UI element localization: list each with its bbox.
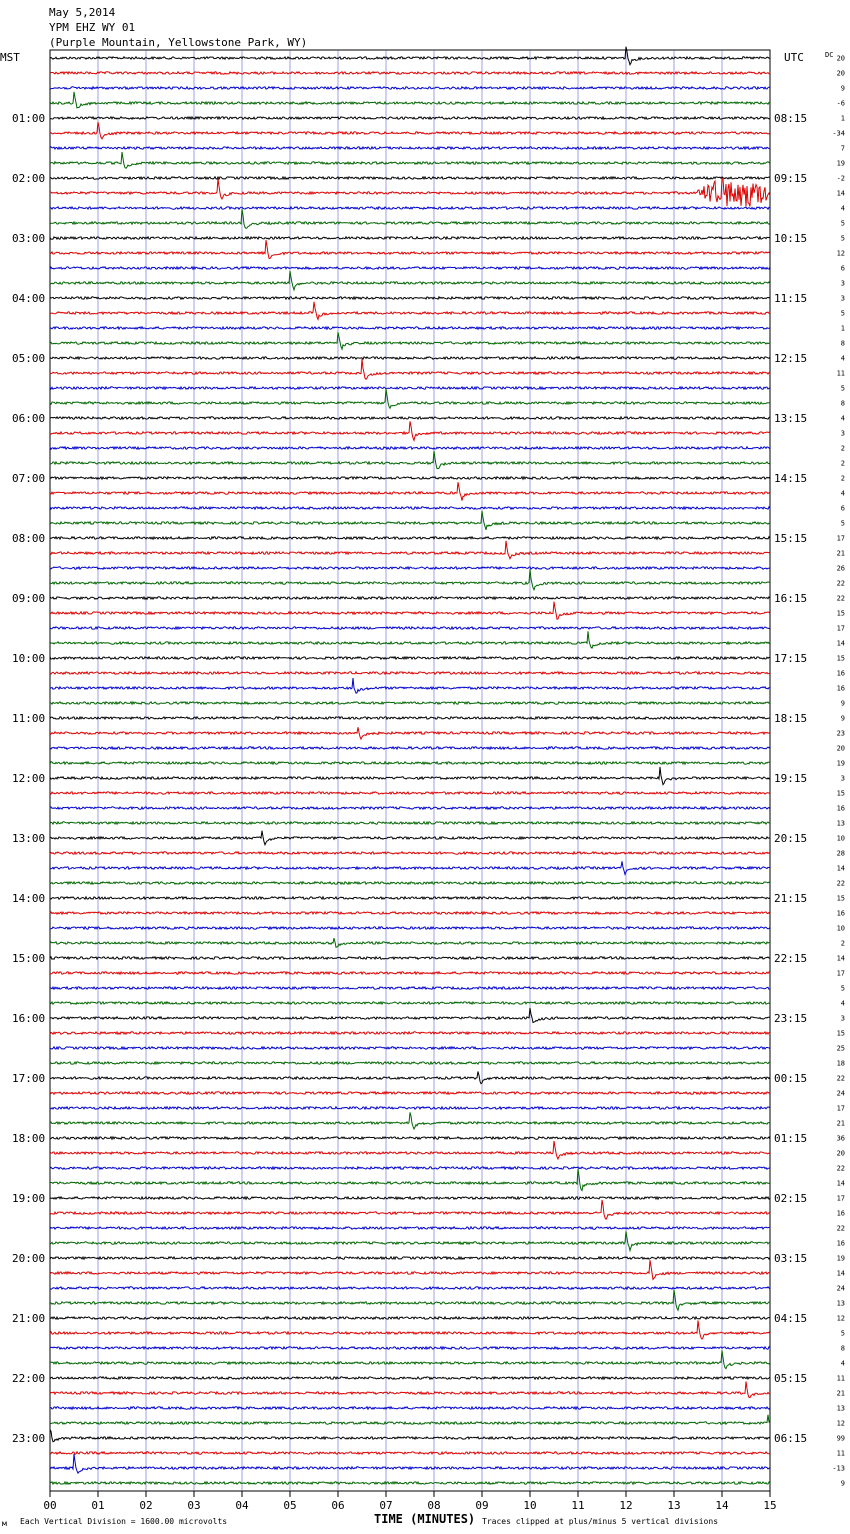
dc-offset-label: 3 xyxy=(840,429,845,438)
dc-offset-label: 1 xyxy=(840,114,845,123)
trace-row xyxy=(50,1197,770,1199)
dc-offset-label: 22 xyxy=(836,579,845,588)
left-hour-label: 11:00 xyxy=(12,712,46,725)
trace-row xyxy=(50,912,770,914)
trace-row xyxy=(50,597,770,599)
left-hour-label: 16:00 xyxy=(12,1012,46,1025)
dc-offset-label: 11 xyxy=(836,1449,845,1458)
x-tick-label: 06 xyxy=(331,1499,345,1512)
right-hour-label: 04:15 xyxy=(774,1312,808,1325)
dc-offset-label: 36 xyxy=(836,1134,845,1143)
trace-row xyxy=(50,511,770,530)
station-label: YPM EHZ WY 01 xyxy=(49,21,136,34)
dc-offset-label: 15 xyxy=(836,789,845,798)
dc-offset-label: -34 xyxy=(832,129,845,138)
dc-offset-label: 8 xyxy=(840,399,845,408)
dc-offset-labels xyxy=(832,55,845,1488)
right-hour-label: 21:15 xyxy=(774,892,808,905)
trace-row xyxy=(50,207,770,209)
dc-offset-label: 3 xyxy=(840,294,845,303)
trace-row xyxy=(50,957,770,959)
dc-offset-label: 4 xyxy=(840,999,845,1008)
trace-row xyxy=(50,702,770,704)
x-tick-label: 12 xyxy=(619,1499,633,1512)
dc-offset-label: 9 xyxy=(840,1479,845,1488)
trace-row xyxy=(50,1260,770,1279)
dc-offset-label: 14 xyxy=(836,1179,845,1188)
dc-offset-label: 20 xyxy=(836,54,845,63)
dc-offset-label: -2 xyxy=(836,174,845,183)
dc-offset-label: 12 xyxy=(836,249,845,258)
dc-offset-label: 16 xyxy=(836,1239,845,1248)
dc-offset-label: 14 xyxy=(836,189,845,198)
trace-row xyxy=(50,1200,770,1219)
left-hour-label: 15:00 xyxy=(12,952,46,965)
trace-row xyxy=(50,1382,770,1398)
trace-row xyxy=(50,717,770,719)
x-tick-label: 13 xyxy=(667,1499,681,1512)
trace-row xyxy=(50,882,770,884)
trace-group xyxy=(50,47,770,1485)
dc-offset-label: 15 xyxy=(836,1029,845,1038)
dc-offset-label: 22 xyxy=(836,879,845,888)
trace-row xyxy=(50,1008,770,1023)
trace-row xyxy=(50,357,770,359)
dc-offset-label: 17 xyxy=(836,534,845,543)
left-hour-label: 23:00 xyxy=(12,1432,46,1445)
dc-offset-label: 5 xyxy=(840,309,845,318)
dc-offset-label: 11 xyxy=(836,1374,845,1383)
dc-offset-label: 4 xyxy=(840,489,845,498)
right-hour-label: 05:15 xyxy=(774,1372,808,1385)
dc-offset-label: 3 xyxy=(840,279,845,288)
x-tick-label: 07 xyxy=(379,1499,393,1512)
trace-row xyxy=(50,1231,770,1250)
dc-offset-label: 4 xyxy=(840,354,845,363)
trace-row xyxy=(50,87,770,89)
right-hour-label: 10:15 xyxy=(774,232,808,245)
x-axis xyxy=(43,1491,776,1512)
trace-row xyxy=(50,747,770,749)
dc-offset-label: 17 xyxy=(836,624,845,633)
left-hour-label: 21:00 xyxy=(12,1312,46,1325)
dc-offset-label: 22 xyxy=(836,594,845,603)
left-hour-label: 08:00 xyxy=(12,532,46,545)
trace-row xyxy=(50,297,770,299)
x-tick-label: 08 xyxy=(427,1499,441,1512)
dc-offset-label: 16 xyxy=(836,684,845,693)
right-hour-label: 18:15 xyxy=(774,712,808,725)
trace-row xyxy=(50,92,770,108)
x-tick-label: 04 xyxy=(235,1499,249,1512)
trace-row xyxy=(50,541,770,559)
left-hour-label: 12:00 xyxy=(12,772,46,785)
dc-offset-label: 99 xyxy=(836,1434,845,1443)
trace-row xyxy=(50,762,770,764)
trace-row xyxy=(50,792,770,794)
trace-row xyxy=(50,767,770,785)
left-hour-label: 18:00 xyxy=(12,1132,46,1145)
right-hour-label: 23:15 xyxy=(774,1012,808,1025)
trace-row xyxy=(50,1002,770,1004)
dc-offset-label: 15 xyxy=(836,654,845,663)
dc-offset-label: 23 xyxy=(836,729,845,738)
trace-row xyxy=(50,1107,770,1109)
trace-row xyxy=(50,417,770,419)
x-tick-label: 00 xyxy=(43,1499,57,1512)
trace-row xyxy=(50,147,770,149)
trace-row xyxy=(50,972,770,974)
dc-offset-label: 9 xyxy=(840,84,845,93)
dc-offset-label: 12 xyxy=(836,1419,845,1428)
dc-offset-label: 17 xyxy=(836,969,845,978)
dc-offset-label: 8 xyxy=(840,339,845,348)
x-tick-label: 11 xyxy=(571,1499,585,1512)
dc-offset-label: 22 xyxy=(836,1224,845,1233)
right-hour-label: 19:15 xyxy=(774,772,808,785)
dc-offset-label: 4 xyxy=(840,1359,845,1368)
trace-row xyxy=(50,602,770,620)
right-hour-label: 06:15 xyxy=(774,1432,808,1445)
left-hour-label: 05:00 xyxy=(12,352,46,365)
dc-offset-label: 5 xyxy=(840,384,845,393)
footer-clip-note: Traces clipped at plus/minus 5 vertical divisions xyxy=(482,1517,719,1526)
dc-offset-label: 16 xyxy=(836,804,845,813)
trace-row xyxy=(50,389,770,408)
trace-row xyxy=(50,507,770,509)
dc-offset-label: 9 xyxy=(840,699,845,708)
right-hour-label: 13:15 xyxy=(774,412,808,425)
dc-offset-label: 28 xyxy=(836,849,845,858)
x-tick-label: 01 xyxy=(91,1499,105,1512)
right-hour-label: 08:15 xyxy=(774,112,808,125)
dc-offset-label: 19 xyxy=(836,1254,845,1263)
dc-offset-label: 21 xyxy=(836,1119,845,1128)
left-hour-label: 06:00 xyxy=(12,412,46,425)
dc-offset-label: 15 xyxy=(836,609,845,618)
dc-offset-label: 5 xyxy=(840,234,845,243)
dc-offset-label: -6 xyxy=(836,99,845,108)
dc-offset-label: 13 xyxy=(836,819,845,828)
dc-offset-label: 5 xyxy=(840,1329,845,1338)
trace-row xyxy=(50,822,770,824)
dc-offset-label: 13 xyxy=(836,1299,845,1308)
right-hour-label: 14:15 xyxy=(774,472,808,485)
dc-offset-label: 20 xyxy=(836,744,845,753)
dc-offset-label: 22 xyxy=(836,1164,845,1173)
left-hour-label: 03:00 xyxy=(12,232,46,245)
x-tick-label: 15 xyxy=(763,1499,777,1512)
dc-offset-label: 22 xyxy=(836,1074,845,1083)
trace-row xyxy=(50,1137,770,1139)
trace-row xyxy=(50,831,770,845)
dc-offset-label: 1 xyxy=(840,324,845,333)
dc-offset-label: 14 xyxy=(836,639,845,648)
x-tick-label: 02 xyxy=(139,1499,153,1512)
dc-offset-label: 21 xyxy=(836,1389,845,1398)
x-axis-title: TIME (MINUTES) xyxy=(374,1512,476,1526)
dc-offset-label: 7 xyxy=(840,144,845,153)
trace-row xyxy=(50,447,770,449)
left-hour-label: 22:00 xyxy=(12,1372,46,1385)
dc-offset-label: 26 xyxy=(836,564,845,573)
left-hour-label: 14:00 xyxy=(12,892,46,905)
trace-row xyxy=(50,122,770,139)
right-hour-label: 00:15 xyxy=(774,1072,808,1085)
trace-row xyxy=(50,117,770,119)
left-hour-label: 04:00 xyxy=(12,292,46,305)
dc-offset-label: 20 xyxy=(836,69,845,78)
trace-row xyxy=(50,359,770,380)
trace-row xyxy=(50,1347,770,1349)
trace-row xyxy=(50,152,770,168)
dc-offset-label: 11 xyxy=(836,369,845,378)
trace-row xyxy=(50,1287,770,1289)
trace-row xyxy=(50,1227,770,1229)
dc-offset-label: 4 xyxy=(840,414,845,423)
right-time-labels xyxy=(774,112,807,1445)
trace-row xyxy=(50,927,770,929)
trace-row xyxy=(50,1452,770,1454)
x-tick-label: 03 xyxy=(187,1499,201,1512)
trace-row xyxy=(50,327,770,329)
right-hour-label: 20:15 xyxy=(774,832,808,845)
trace-row xyxy=(50,852,770,854)
trace-row xyxy=(50,861,770,874)
dc-offset-label: 5 xyxy=(840,219,845,228)
trace-row xyxy=(50,209,770,228)
trace-row xyxy=(50,1454,770,1473)
left-hour-label: 07:00 xyxy=(12,472,46,485)
trace-row xyxy=(50,1169,770,1191)
trace-row xyxy=(50,72,770,74)
trace-row xyxy=(50,332,770,349)
trace-row xyxy=(50,1415,770,1425)
dc-offset-label: 17 xyxy=(836,1194,845,1203)
right-hour-label: 17:15 xyxy=(774,652,808,665)
left-hour-label: 13:00 xyxy=(12,832,46,845)
trace-row xyxy=(50,1290,770,1311)
dc-offset-label: 10 xyxy=(836,834,845,843)
left-timezone-label: MST xyxy=(0,51,20,64)
trace-row xyxy=(50,1072,770,1084)
left-hour-label: 10:00 xyxy=(12,652,46,665)
trace-row xyxy=(50,727,770,739)
left-hour-label: 19:00 xyxy=(12,1192,46,1205)
dc-offset-label: 16 xyxy=(836,909,845,918)
dc-offset-label: 3 xyxy=(840,1014,845,1023)
trace-row xyxy=(50,1112,770,1129)
dc-offset-label: 16 xyxy=(836,1209,845,1218)
trace-row xyxy=(50,938,770,947)
dc-offset-label: 14 xyxy=(836,864,845,873)
right-hour-label: 22:15 xyxy=(774,952,808,965)
dc-header-label: DC xyxy=(825,51,834,59)
trace-row xyxy=(50,1482,770,1484)
trace-row xyxy=(50,1092,770,1094)
dc-offset-label: 16 xyxy=(836,669,845,678)
right-hour-label: 03:15 xyxy=(774,1252,808,1265)
trace-row xyxy=(50,387,770,389)
x-tick-label: 14 xyxy=(715,1499,729,1512)
dc-offset-label: 19 xyxy=(836,759,845,768)
trace-row xyxy=(50,1317,770,1319)
trace-row xyxy=(50,1141,770,1159)
trace-row xyxy=(50,1032,770,1034)
right-hour-label: 12:15 xyxy=(774,352,808,365)
trace-row xyxy=(50,178,770,206)
x-tick-label: 09 xyxy=(475,1499,489,1512)
left-hour-label: 20:00 xyxy=(12,1252,46,1265)
trace-row xyxy=(50,569,770,590)
dc-offset-label: 12 xyxy=(836,1314,845,1323)
dc-offset-label: 15 xyxy=(836,894,845,903)
trace-row xyxy=(50,1407,770,1409)
trace-row xyxy=(50,477,770,479)
trace-row xyxy=(50,1320,770,1339)
footer-scale-note: Each Vertical Division = 1600.00 microvolts xyxy=(20,1517,228,1526)
dc-offset-label: -13 xyxy=(832,1464,845,1473)
trace-row xyxy=(50,897,770,899)
trace-row xyxy=(50,1062,770,1064)
trace-row xyxy=(50,537,770,539)
trace-row xyxy=(50,240,770,258)
location-label: (Purple Mountain, Yellowstone Park, WY) xyxy=(49,36,308,49)
dc-offset-label: 6 xyxy=(840,264,845,273)
date-label: May 5,2014 xyxy=(49,6,116,19)
dc-offset-label: 2 xyxy=(840,444,845,453)
dc-offset-label: 3 xyxy=(840,774,845,783)
trace-row xyxy=(50,177,770,179)
dc-offset-label: 17 xyxy=(836,1104,845,1113)
dc-offset-label: 6 xyxy=(840,504,845,513)
trace-row xyxy=(50,678,770,693)
dc-offset-label: 13 xyxy=(836,1404,845,1413)
dc-offset-label: 2 xyxy=(840,474,845,483)
trace-row xyxy=(50,47,770,65)
trace-row xyxy=(50,657,770,659)
dc-offset-label: 5 xyxy=(840,984,845,993)
trace-row xyxy=(50,1377,770,1379)
trace-row xyxy=(50,1167,770,1169)
trace-row xyxy=(50,237,770,239)
trace-row xyxy=(50,267,770,269)
trace-row xyxy=(50,987,770,989)
trace-row xyxy=(50,271,770,290)
dc-offset-label: 2 xyxy=(840,939,845,948)
trace-row xyxy=(50,1350,770,1368)
trace-row xyxy=(50,807,770,809)
left-hour-label: 17:00 xyxy=(12,1072,46,1085)
left-hour-label: 09:00 xyxy=(12,592,46,605)
dc-offset-label: 21 xyxy=(836,549,845,558)
corner-mark: м xyxy=(2,1519,7,1528)
trace-row xyxy=(50,567,770,569)
right-timezone-label: UTC xyxy=(784,51,804,64)
dc-offset-label: 19 xyxy=(836,159,845,168)
trace-row xyxy=(50,1430,770,1442)
x-tick-label: 10 xyxy=(523,1499,537,1512)
left-time-labels xyxy=(12,112,45,1445)
trace-row xyxy=(50,1047,770,1049)
dc-offset-label: 8 xyxy=(840,1344,845,1353)
trace-row xyxy=(50,672,770,674)
right-hour-label: 01:15 xyxy=(774,1132,808,1145)
left-hour-label: 01:00 xyxy=(12,112,46,125)
dc-offset-label: 9 xyxy=(840,714,845,723)
x-tick-label: 05 xyxy=(283,1499,297,1512)
right-hour-label: 11:15 xyxy=(774,292,808,305)
dc-offset-label: 14 xyxy=(836,1269,845,1278)
right-hour-label: 16:15 xyxy=(774,592,808,605)
dc-offset-label: 20 xyxy=(836,1149,845,1158)
trace-row xyxy=(50,302,770,320)
dc-offset-label: 5 xyxy=(840,519,845,528)
dc-offset-label: 24 xyxy=(836,1089,845,1098)
dc-offset-label: 24 xyxy=(836,1284,845,1293)
trace-row xyxy=(50,451,770,469)
trace-row xyxy=(50,1257,770,1259)
dc-offset-label: 4 xyxy=(840,204,845,213)
right-hour-label: 02:15 xyxy=(774,1192,808,1205)
right-hour-label: 09:15 xyxy=(774,172,808,185)
trace-row xyxy=(50,631,770,648)
right-hour-label: 15:15 xyxy=(774,532,808,545)
trace-row xyxy=(50,482,770,501)
trace-row xyxy=(50,421,770,440)
dc-offset-label: 10 xyxy=(836,924,845,933)
dc-offset-label: 25 xyxy=(836,1044,845,1053)
dc-offset-label: 2 xyxy=(840,459,845,468)
trace-row xyxy=(50,627,770,629)
left-hour-label: 02:00 xyxy=(12,172,46,185)
dc-offset-label: 14 xyxy=(836,954,845,963)
dc-offset-label: 18 xyxy=(836,1059,845,1068)
